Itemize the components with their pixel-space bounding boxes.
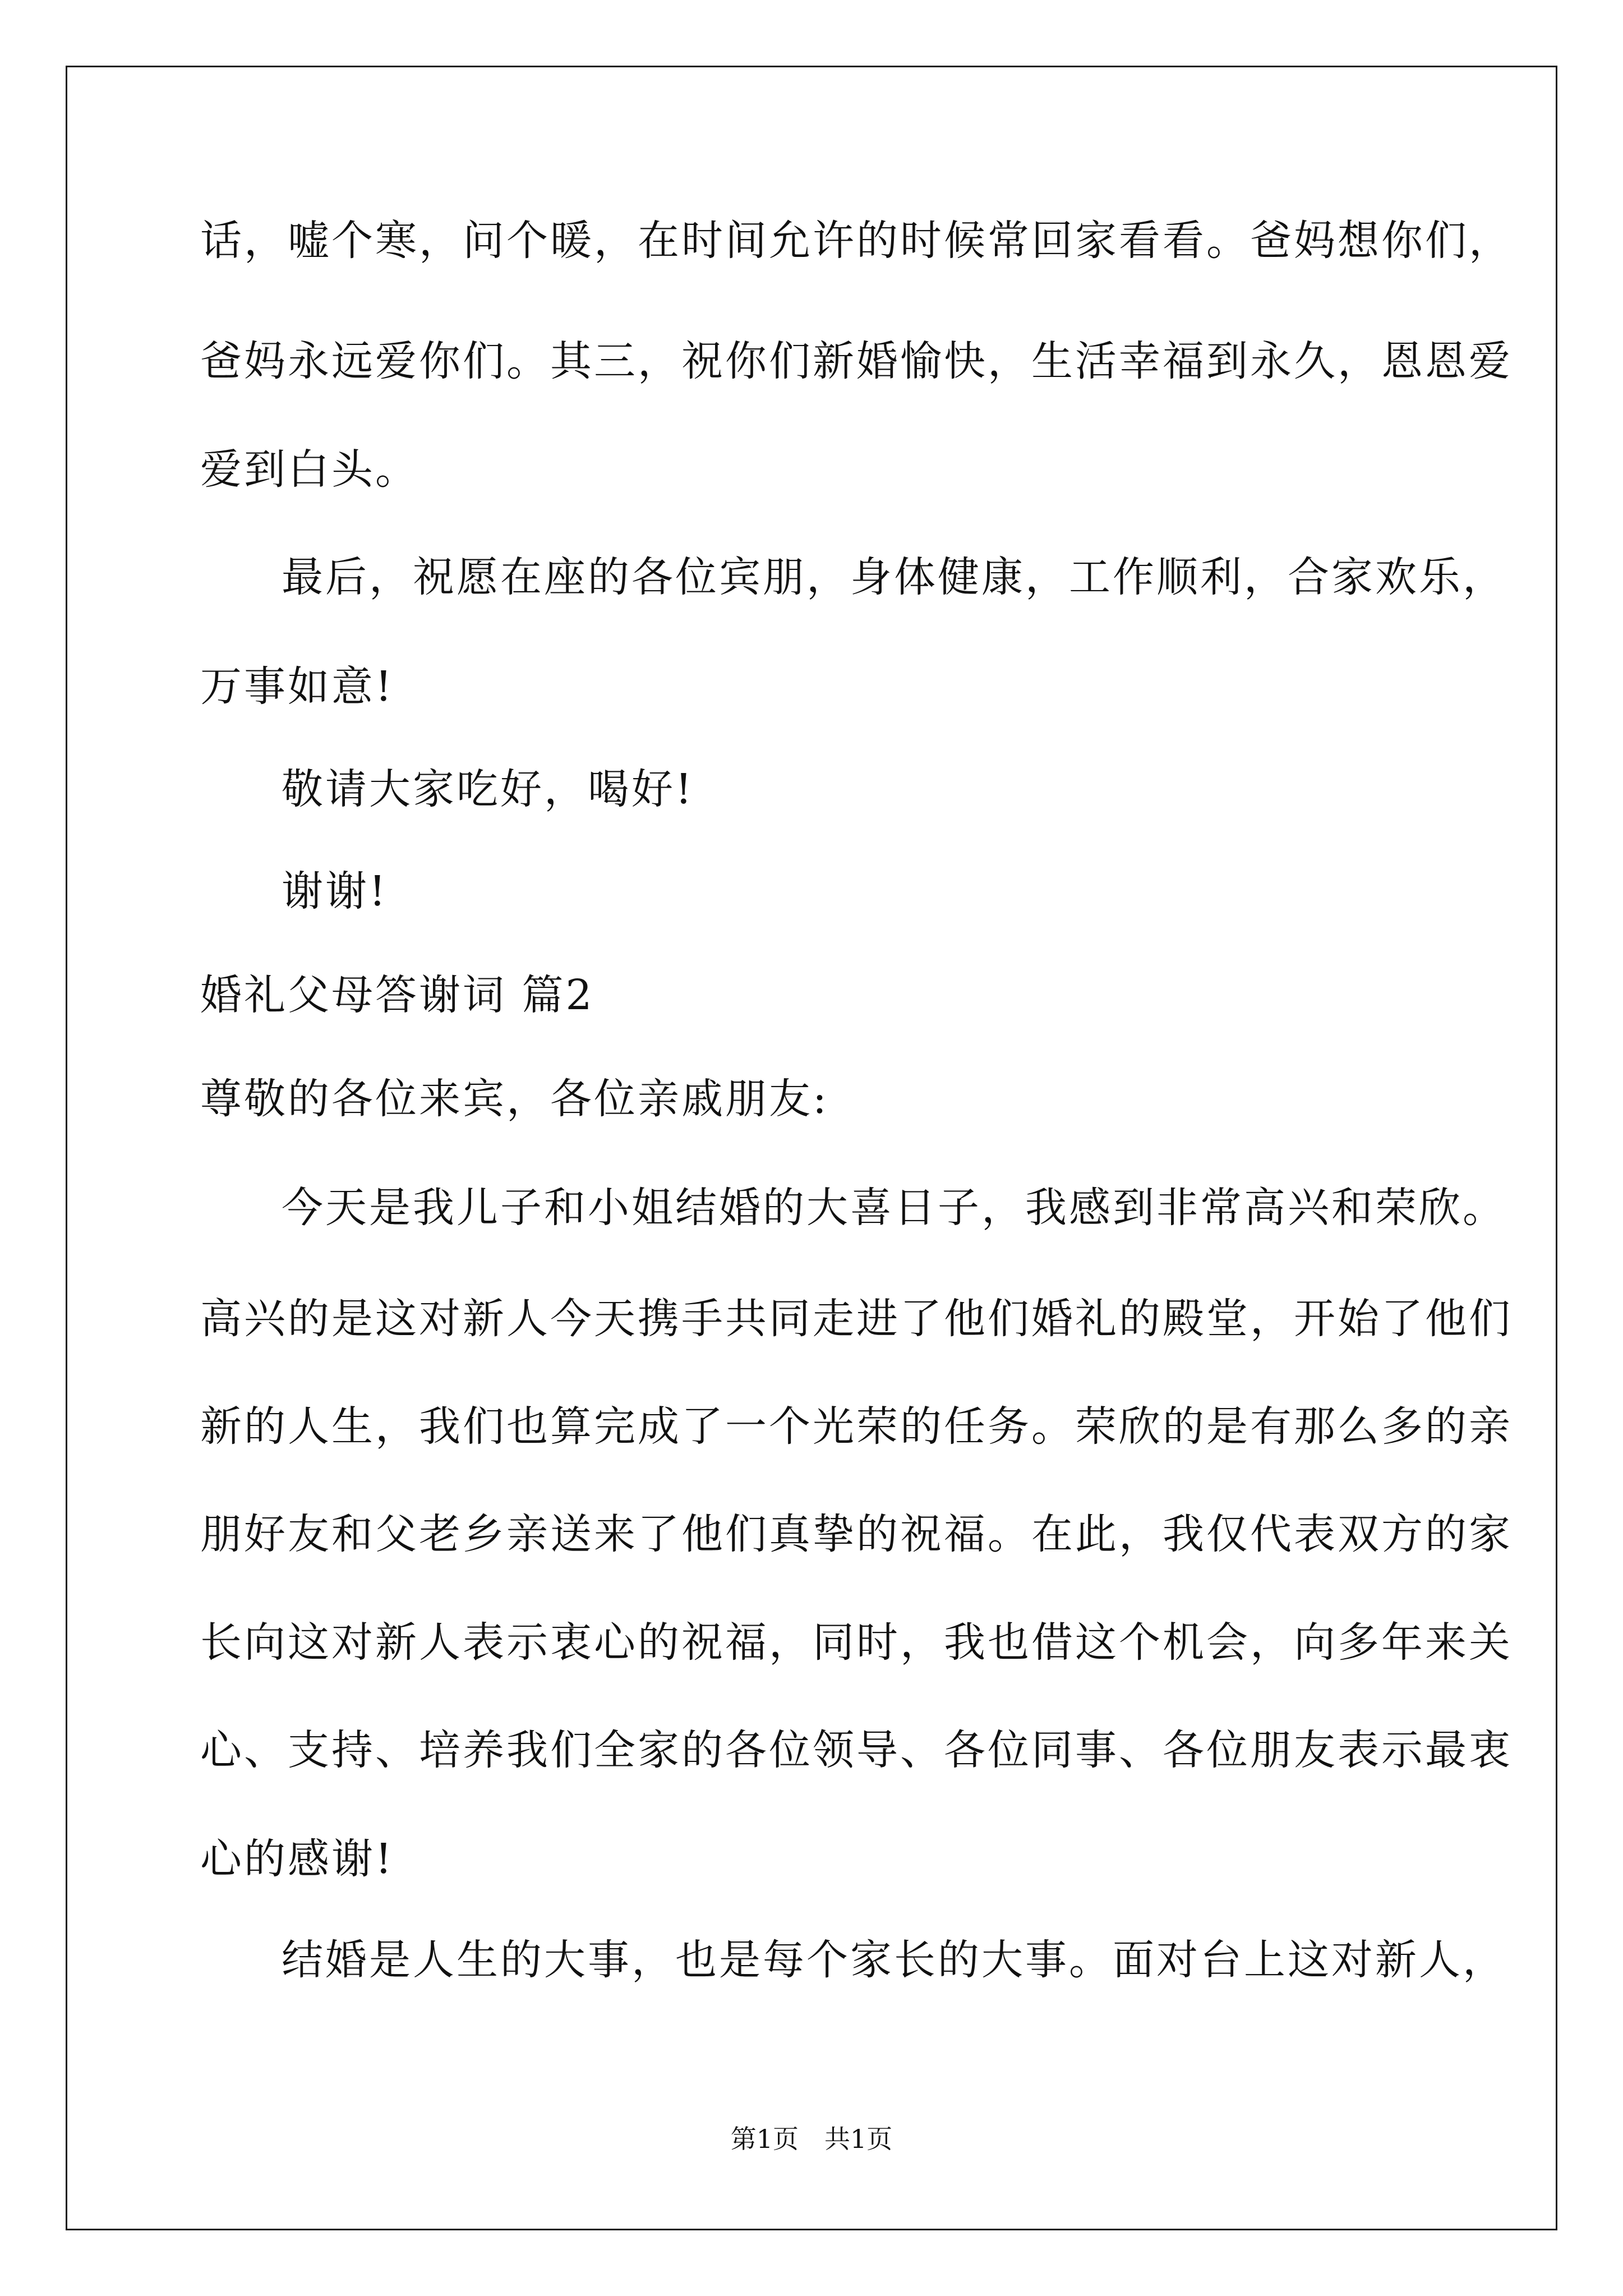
paragraph-line: 谢谢! (282, 867, 388, 915)
page-number: 第1页 共1页 (730, 2124, 893, 2154)
paragraph-line: 结婚是人生的大事，也是每个家长的大事。面对台上这对新人， (282, 1936, 1506, 1984)
paragraph-line: 心、支持、培养我们全家的各位领导、各位同事、各位朋友表示最衷 (200, 1726, 1513, 1774)
paragraph-line: 长向这对新人表示衷心的祝福，同时，我也借这个机会，向多年来关 (200, 1618, 1513, 1667)
paragraph-line: 最后，祝愿在座的各位宾朋，身体健康，工作顺利，合家欢乐， (282, 553, 1506, 601)
salutation: 尊敬的各位来宾，各位亲戚朋友: (200, 1075, 829, 1123)
section-heading: 婚礼父母答谢词 篇2 (200, 971, 594, 1019)
page-border (66, 66, 1557, 2230)
paragraph-line: 爱到白头。 (200, 445, 419, 494)
paragraph-line: 高兴的是这对新人今天携手共同走进了他们婚礼的殿堂，开始了他们 (200, 1295, 1513, 1343)
paragraph-line: 心的感谢! (200, 1835, 394, 1883)
paragraph-line: 敬请大家吃好，喝好! (282, 765, 694, 813)
paragraph-line: 今天是我儿子和小姐结婚的大喜日子，我感到非常高兴和荣欣。 (282, 1184, 1506, 1232)
paragraph-line: 朋好友和父老乡亲送来了他们真挚的祝福。在此，我仅代表双方的家 (200, 1510, 1513, 1558)
paragraph-line: 话，嘘个寒，问个暖，在时间允许的时候常回家看看。爸妈想你们， (200, 217, 1513, 265)
paragraph-line: 爸妈永远爱你们。其三，祝你们新婚愉快，生活幸福到永久，恩恩爱 (200, 337, 1513, 385)
paragraph-line: 万事如意! (200, 662, 394, 711)
paragraph-line: 新的人生，我们也算完成了一个光荣的任务。荣欣的是有那么多的亲 (200, 1402, 1513, 1451)
